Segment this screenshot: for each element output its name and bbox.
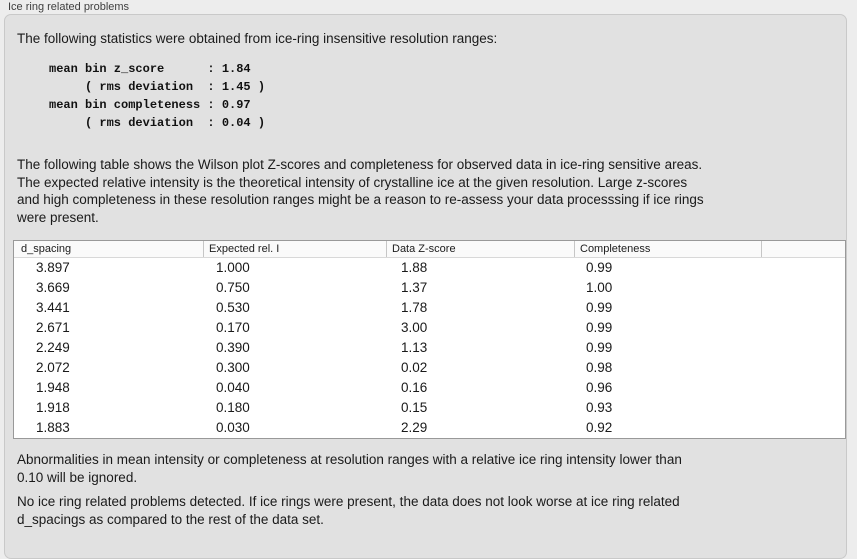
table-row[interactable] (14, 298, 845, 318)
text-line: Abnormalities in mean intensity or completeness at resolution ranges with a relative ice ring intensity lower than (17, 452, 682, 467)
table-cell: 0.15 (401, 400, 428, 415)
column-header-expected-rel-i[interactable]: Expected rel. I (204, 241, 387, 257)
table-body (14, 258, 845, 438)
intro-text: The following statistics were obtained from ice-ring insensitive resolution ranges: (17, 31, 498, 46)
table-cell: 1.88 (401, 260, 428, 275)
table-cell: 0.040 (216, 380, 250, 395)
table-cell-filler (762, 358, 845, 378)
column-header-completeness[interactable]: Completeness (575, 241, 762, 257)
table-cell: 0.93 (586, 400, 613, 415)
table-cell: 0.750 (216, 280, 250, 295)
table-cell: 1.948 (36, 380, 70, 395)
table-cell: 2.671 (36, 320, 70, 335)
table-cell-filler (762, 398, 845, 418)
text-line: d_spacings as compared to the rest of the data set. (17, 511, 324, 527)
ice-ring-panel (4, 14, 847, 559)
table-cell: 0.180 (216, 400, 250, 415)
table-row[interactable] (14, 338, 845, 358)
table-cell: 1.00 (586, 280, 613, 295)
table-cell: 3.669 (36, 280, 70, 295)
table-cell: 3.897 (36, 260, 70, 275)
table-cell-filler (762, 318, 845, 338)
table-cell: 0.170 (216, 320, 250, 335)
table-cell-filler (762, 298, 845, 318)
table-cell: 0.530 (216, 300, 250, 315)
table-cell: 1.78 (401, 300, 428, 315)
table-cell: 2.249 (36, 340, 70, 355)
table-row[interactable] (14, 398, 845, 418)
table-cell-filler (762, 418, 845, 438)
column-header-data-z-score[interactable]: Data Z-score (387, 241, 575, 257)
column-header-filler (762, 241, 845, 257)
table-cell: 1.918 (36, 400, 70, 415)
table-row[interactable] (14, 258, 845, 278)
table-cell: 0.92 (586, 420, 613, 435)
text-line: were present. (17, 209, 99, 225)
table-header (14, 241, 845, 258)
table-cell: 0.02 (401, 360, 428, 375)
table-row[interactable] (14, 278, 845, 298)
stats-block (49, 60, 265, 132)
text-line: and high completeness in these resolution ranges might be a reason to re-assess your data processsing if ice rings (17, 192, 704, 207)
table-row[interactable] (14, 378, 845, 398)
text-line: ( rms deviation : 1.45 ) (49, 80, 266, 94)
conclusion-text (17, 493, 680, 528)
table-row[interactable] (14, 358, 845, 378)
ice-ring-table (13, 240, 846, 439)
table-cell: 2.072 (36, 360, 70, 375)
table-cell: 0.16 (401, 380, 428, 395)
text-line: No ice ring related problems detected. If ice rings were present, the data does not look worse at ice ring related (17, 494, 680, 509)
text-line: mean bin completeness : 0.97 (49, 98, 251, 112)
table-cell-filler (762, 278, 845, 298)
table-cell-filler (762, 378, 845, 398)
table-cell: 0.96 (586, 380, 613, 395)
table-cell: 0.99 (586, 320, 613, 335)
text-line: The following table shows the Wilson plot Z-scores and completeness for observed data in ice-ring sensitive areas. (17, 157, 703, 172)
table-cell: 2.29 (401, 420, 428, 435)
table-cell-filler (762, 258, 845, 278)
table-cell: 1.883 (36, 420, 70, 435)
table-cell: 0.98 (586, 360, 613, 375)
table-cell: 0.99 (586, 260, 613, 275)
section-title: Ice ring related problems (8, 1, 130, 13)
table-row[interactable] (14, 318, 845, 338)
table-cell: 3.00 (401, 320, 428, 335)
text-line: 0.10 will be ignored. (17, 469, 138, 485)
description-text (17, 156, 704, 226)
table-cell: 0.030 (216, 420, 250, 435)
table-cell: 0.99 (586, 340, 613, 355)
column-header-d-spacing[interactable]: d_spacing (14, 241, 204, 257)
table-cell: 1.000 (216, 260, 250, 275)
table-cell: 1.13 (401, 340, 428, 355)
table-row[interactable] (14, 418, 845, 438)
table-cell: 1.37 (401, 280, 428, 295)
table-cell: 0.390 (216, 340, 250, 355)
text-line: The expected relative intensity is the theoretical intensity of crystalline ice at the given resolution. Large z-scores (17, 174, 688, 190)
text-line: mean bin z_score : 1.84 (49, 62, 251, 76)
table-cell: 0.99 (586, 300, 613, 315)
table-cell: 3.441 (36, 300, 70, 315)
text-line: ( rms deviation : 0.04 ) (49, 116, 266, 130)
table-cell-filler (762, 338, 845, 358)
table-cell: 0.300 (216, 360, 250, 375)
note-text (17, 451, 682, 486)
